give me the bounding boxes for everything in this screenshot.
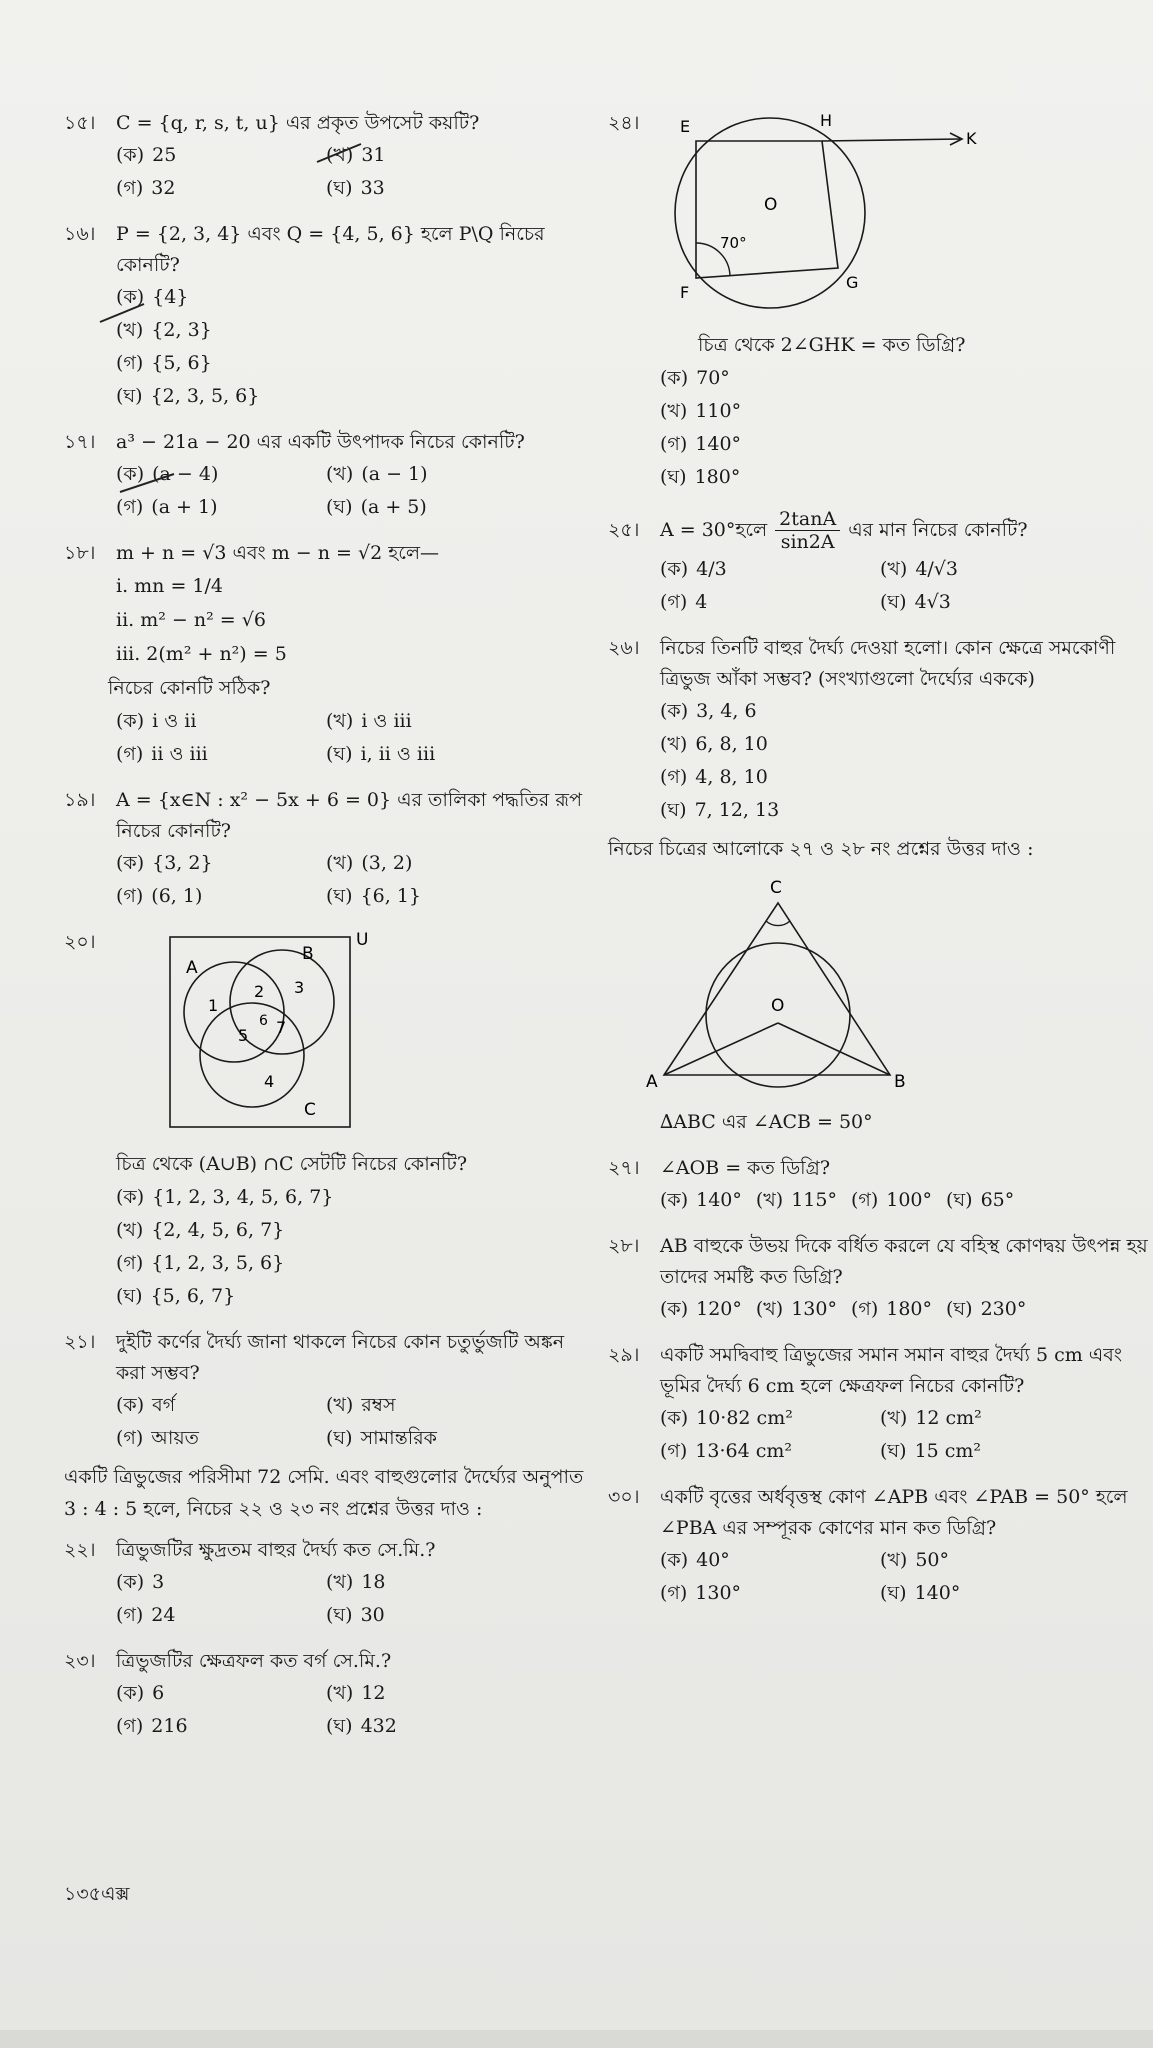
options-16: [116, 281, 584, 413]
options-17: [116, 458, 584, 524]
option-gha: (ঘ) (a + 5): [326, 496, 427, 518]
option-ga: (গ) (a + 1): [116, 496, 218, 518]
option-gha: (ঘ) i, ii ও iii: [326, 743, 436, 765]
figure-caption: ∆ABC এর ∠ACB = 50°: [660, 1111, 873, 1133]
option-kha: (খ) রম্বস: [326, 1394, 396, 1416]
statement-ii: ii. m² − n² = √6: [116, 609, 266, 631]
option-gha: (ঘ) {2, 3, 5, 6}: [116, 385, 260, 407]
right-column: [608, 108, 1153, 1610]
option-ga: (গ) 216: [116, 1715, 188, 1737]
option-ga: (গ) {5, 6}: [116, 352, 212, 374]
region-2: 2: [254, 982, 265, 1001]
question-text: চিত্র থেকে 2∠GHK = কত ডিগ্রি?: [698, 334, 966, 356]
option-ga: (গ) 13·64 cm²: [660, 1440, 792, 1462]
question-text: P = {2, 3, 4} এবং Q = {4, 5, 6} হলে P\Q নিচের কোনটি?: [116, 223, 545, 276]
question-number: ২০।: [64, 931, 96, 953]
option-ka: (ক) 70°: [660, 367, 730, 389]
label-b: B: [302, 944, 314, 964]
question-text: C = {q, r, s, t, u} এর প্রকৃত উপসেট কয়টি?: [116, 112, 480, 134]
options-29: [660, 1402, 1153, 1468]
option-ga: (গ) 130°: [660, 1582, 742, 1604]
label-b: B: [894, 1072, 906, 1092]
option-kha: (খ) i ও iii: [326, 710, 412, 732]
question-text: AB বাহুকে উভয় দিকে বর্ধিত করলে যে বহিস্থ কোণদ্বয় উৎপন্ন হয় তাদের সমষ্টি কত ডিগ্রি?: [660, 1235, 1148, 1288]
fraction: 2tanA sin2A: [775, 508, 840, 553]
option-gha: (ঘ) সামান্তরিক: [326, 1427, 437, 1449]
label-a: A: [646, 1072, 658, 1092]
label-h: H: [820, 111, 833, 130]
set-c-circle: [200, 1003, 304, 1107]
question-24: [608, 108, 1153, 328]
option-gha: (ঘ) 140°: [880, 1582, 961, 1604]
question-text: নিচের তিনটি বাহুর দৈর্ঘ্য দেওয়া হলো। কোন ক্ষেত্রে সমকোণী ত্রিভুজ আঁকা সম্ভব? (সংখ্যাগুলো দৈর্ঘ্যের এককে): [660, 637, 1116, 690]
label-g: G: [846, 273, 859, 292]
question-16: [64, 219, 584, 281]
label-o: O: [771, 996, 785, 1016]
option-kha: (খ) 12 cm²: [880, 1407, 982, 1429]
question-number: ২৩।: [64, 1650, 96, 1672]
region-1: 1: [208, 996, 219, 1015]
question-number: ২৫।: [608, 519, 640, 541]
question-28: [608, 1231, 1153, 1293]
options-24: [660, 362, 1153, 494]
options-21: [116, 1389, 584, 1455]
question-number: ২৪।: [608, 112, 640, 134]
question-text: একটি সমদ্বিবাহু ত্রিভুজের সমান সমান বাহুর দৈর্ঘ্য 5 cm এবং ভূমির দৈর্ঘ্য 6 cm হলে ক্ষেত্রফল নিচের কোনটি?: [660, 1344, 1123, 1397]
statement-iii: iii. 2(m² + n²) = 5: [116, 643, 287, 665]
options-30: [660, 1544, 1153, 1610]
option-gha: (ঘ) 15 cm²: [880, 1440, 982, 1462]
option-kha: (খ) 6, 8, 10: [660, 733, 768, 755]
label-c: C: [770, 878, 782, 898]
option-ga: (গ) 140°: [660, 433, 742, 455]
option-gha: (ঘ) 230°: [946, 1298, 1027, 1320]
question-text: m + n = √3 এবং m − n = √2 হলে—: [116, 542, 439, 564]
option-ga: (গ) {1, 2, 3, 5, 6}: [116, 1252, 285, 1274]
passage-22-23: একটি ত্রিভুজের পরিসীমা 72 সেমি. এবং বাহুগুলোর দৈর্ঘ্যের অনুপাত 3 : 4 : 5 হলে, নিচের ২২ ও ২৩ নং প্রশ্নের উত্তর দাও :: [64, 1466, 584, 1520]
region-4: 4: [264, 1072, 275, 1091]
option-ka: (ক) i ও ii: [116, 710, 197, 732]
region-3: 3: [294, 978, 305, 997]
option-gha: (ঘ) 7, 12, 13: [660, 799, 780, 821]
options-27: [660, 1184, 1153, 1217]
question-number: ২৮।: [608, 1235, 640, 1257]
question-number: ১৬।: [64, 223, 96, 245]
label-e: E: [680, 117, 691, 136]
option-ka: (ক) 40°: [660, 1549, 730, 1571]
question-25: ২৫। A = 30°হলে 2tanA sin2A এর মান নিচের কোনটি?: [608, 508, 1028, 553]
question-18: [64, 538, 584, 569]
question-number: ২৯।: [608, 1344, 640, 1366]
option-ka: (ক) 3: [116, 1571, 165, 1593]
option-ka: (ক) 25: [116, 144, 177, 166]
option-ga: (গ) 4: [660, 591, 708, 613]
option-ka: (ক) {4}: [116, 286, 189, 308]
question-17: [64, 427, 584, 458]
option-gha: (ঘ) {6, 1}: [326, 885, 421, 907]
option-ga: (গ) (6, 1): [116, 885, 203, 907]
option-gha: (ঘ) 65°: [946, 1189, 1015, 1211]
label-o: O: [764, 195, 778, 215]
options-15: [116, 139, 584, 205]
label-c: C: [304, 1100, 316, 1120]
option-gha: (ঘ) 33: [326, 177, 385, 199]
question-15: [64, 108, 584, 139]
left-column: [64, 108, 584, 1743]
option-kha: (খ) 4/√3: [880, 558, 958, 580]
option-ka: (ক) 4/3: [660, 558, 727, 580]
option-ka: (ক) 3, 4, 6: [660, 700, 757, 722]
question-text: a³ − 21a − 20 এর একটি উৎপাদক নিচের কোনটি?: [116, 431, 525, 453]
option-ka: (ক) বর্গ: [116, 1394, 176, 1416]
option-ga: (গ) 180°: [850, 1298, 933, 1320]
option-kha: (খ) 18: [326, 1571, 386, 1593]
label-k: K: [966, 129, 977, 148]
options-26: [660, 695, 1153, 827]
question-number: ৩০।: [608, 1486, 640, 1508]
option-kha: (খ) 110°: [660, 400, 742, 422]
option-kha: (খ) 130°: [755, 1298, 837, 1320]
question-text: একটি বৃত্তের অর্ধবৃত্তস্থ কোণ ∠APB এবং ∠PAB = 50° হলে ∠PBA এর সম্পূরক কোণের মান কত ডিগ্রি?: [660, 1486, 1128, 1539]
option-ka: (ক) {3, 2}: [116, 852, 213, 874]
question-30: [608, 1482, 1153, 1544]
angle-label: 70°: [720, 234, 747, 252]
question-20: [64, 927, 584, 1147]
question-number: ১৭।: [64, 431, 96, 453]
option-ga: (গ) 4, 8, 10: [660, 766, 768, 788]
region-7: 7: [276, 1018, 287, 1037]
question-21: [64, 1327, 584, 1389]
option-kha: (খ) 12: [326, 1682, 386, 1704]
question-text: চিত্র থেকে (A∪B) ∩C সেটটি নিচের কোনটি?: [116, 1153, 468, 1175]
options-18: [116, 705, 584, 771]
question-text: ∠AOB = কত ডিগ্রি?: [660, 1157, 831, 1179]
option-ka: (ক) 6: [116, 1682, 165, 1704]
question-22: [64, 1535, 584, 1566]
option-gha: (ঘ) 180°: [660, 466, 741, 488]
region-5: 5: [238, 1026, 249, 1045]
question-text: দুইটি কর্ণের দৈর্ঘ্য জানা থাকলে নিচের কোন চতুর্ভুজটি অঙ্কন করা সম্ভব?: [116, 1331, 565, 1384]
region-6: 6: [259, 1013, 268, 1029]
options-20: [116, 1181, 584, 1313]
question-23: [64, 1646, 584, 1677]
option-ka: (ক) (a − 4): [116, 463, 219, 485]
statement-i: i. mn = 1/4: [116, 575, 223, 597]
option-gha: (ঘ) 432: [326, 1715, 397, 1737]
venn-diagram: [116, 927, 369, 1137]
option-gha: (ঘ) 4√3: [880, 591, 951, 613]
question-number: ২৭।: [608, 1157, 640, 1179]
option-kha: (খ) 31: [326, 144, 386, 166]
question-number: ২১।: [64, 1331, 96, 1353]
question-number: ১৮।: [64, 542, 96, 564]
option-kha: (খ) (3, 2): [326, 852, 413, 874]
option-ka: (ক) 10·82 cm²: [660, 1407, 793, 1429]
option-ga: (গ) 24: [116, 1604, 176, 1626]
option-kha: (খ) 50°: [880, 1549, 949, 1571]
option-kha: (খ) {2, 3}: [116, 319, 212, 341]
set-a-circle: [184, 962, 287, 1062]
triangle-incircle-figure: [638, 875, 978, 1105]
question-26: [608, 633, 1153, 695]
option-kha: (খ) {2, 4, 5, 6, 7}: [116, 1219, 285, 1241]
question-text: ত্রিভুজটির ক্ষুদ্রতম বাহুর দৈর্ঘ্য কত সে.মি.?: [116, 1539, 436, 1561]
triangle-abc: [664, 903, 890, 1075]
option-ka: (ক) 140°: [660, 1189, 742, 1211]
question-number: ১৫।: [64, 112, 96, 134]
question-text: A = {x∈N : x² − 5x + 6 = 0} এর তালিকা পদ্ধতির রূপ নিচের কোনটি?: [116, 789, 583, 842]
question-text: ত্রিভুজটির ক্ষেত্রফল কত বর্গ সে.মি.?: [116, 1650, 392, 1672]
options-25: [660, 553, 1153, 619]
question-number: ২২।: [64, 1539, 96, 1561]
question-19: [64, 785, 584, 847]
option-ka: (ক) 120°: [660, 1298, 742, 1320]
option-ga: (গ) ii ও iii: [116, 743, 208, 765]
passage-27-28: নিচের চিত্রের আলোকে ২৭ ও ২৮ নং প্রশ্নের উত্তর দাও :: [608, 838, 1034, 860]
option-ga: (গ) 32: [116, 177, 176, 199]
question-29: [608, 1340, 1153, 1402]
label-f: F: [680, 283, 690, 302]
options-19: [116, 847, 584, 913]
options-28: [660, 1293, 1153, 1326]
option-ka: (ক) {1, 2, 3, 4, 5, 6, 7}: [116, 1186, 334, 1208]
ray-hk: [822, 139, 960, 141]
option-gha: (ঘ) {5, 6, 7}: [116, 1285, 236, 1307]
question-number: ২৬।: [608, 637, 640, 659]
options-22: [116, 1566, 584, 1632]
label-u: U: [356, 930, 369, 950]
option-ga: (গ) 100°: [850, 1189, 933, 1211]
circle-quadrilateral-figure: [660, 108, 1000, 318]
question-prompt: নিচের কোনটি সঠিক?: [108, 677, 271, 699]
label-a: A: [186, 958, 198, 978]
question-27: [608, 1153, 1153, 1184]
page-footer: ১৩৫এক্স: [64, 1883, 130, 1905]
options-23: [116, 1677, 584, 1743]
option-kha: (খ) (a − 1): [326, 463, 428, 485]
option-kha: (খ) 115°: [755, 1189, 837, 1211]
question-number: ১৯।: [64, 789, 96, 811]
option-ga: (গ) আয়ত: [116, 1427, 199, 1449]
option-gha: (ঘ) 30: [326, 1604, 385, 1626]
